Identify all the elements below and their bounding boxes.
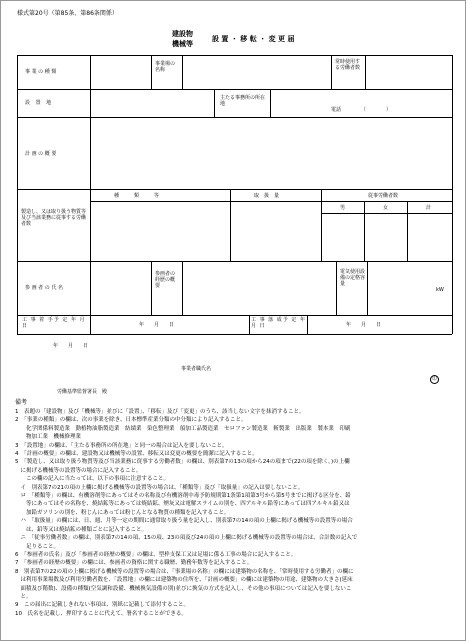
col-divider — [151, 261, 152, 315]
title-building: 建設物 — [172, 30, 193, 38]
participant-history-field[interactable] — [185, 264, 334, 312]
note-line: 1 表題の「建設物」及び「機械等」並びに「設置」、「移転」及び「変更」のうち、該当しない文字を抹消すること。 — [15, 409, 305, 415]
material-type-field[interactable] — [93, 204, 227, 258]
note-line: 等にあってはその名称を、焼結鉱等にあっては焼結鉱、煙灰又は電解スライムの別を、四アルキル鉛等にあっては四アルキル鉛又は — [15, 501, 350, 508]
workers-count-label: 常時使用する労働者数 — [335, 59, 361, 71]
col-divider — [90, 55, 91, 117]
row-divider — [17, 189, 452, 190]
construction-end-date[interactable]: 年 月 日 — [346, 322, 382, 328]
col-divider — [90, 117, 91, 189]
workplace-name-label: 事業場の名称 — [155, 61, 176, 73]
title-machinery: 機械等 — [172, 40, 193, 48]
electric-capacity-label: 電気使用設備の定格容量 — [340, 269, 366, 287]
col-divider — [307, 315, 308, 334]
note-line: 3 「設置地」の欄は、「主たる事務所の所在地」と同一の場合は記入を要しないこと。 — [15, 442, 228, 449]
plan-summary-field[interactable] — [93, 120, 449, 186]
col-divider — [90, 261, 91, 315]
participants-label: 参 画 者 の 氏 名 — [25, 285, 63, 291]
note-line: 化学関係料製造業 動植物油脂製造業 紡績業 染色整理業 船加工品製造業 セロファン製造業 斬製業 出版業 製本業 印刷 — [15, 425, 351, 432]
participants-field[interactable] — [93, 264, 149, 312]
col-divider — [365, 55, 366, 89]
submission-date[interactable]: 年 月 日 — [53, 343, 89, 349]
note-line: は利用事業場数及び利用労働者数を、「設置地」の欄には建築物の住所を、「計画の概要」の欄には建築物の用途、建築物の大きさ(延床 — [15, 577, 353, 584]
table-border-bottom — [17, 334, 452, 335]
table-border-top — [17, 55, 452, 56]
col-male-header: 男 — [340, 205, 346, 211]
construction-start-label: 工 事 着 手予 定 年 月 日 — [22, 317, 86, 329]
addressee: 労働基準監督署長 殿 — [57, 389, 108, 395]
phone-label: 電話 — [331, 107, 342, 113]
kw-unit: kW — [436, 287, 444, 293]
row-divider — [90, 201, 452, 202]
employer-name-label: 事業者職氏名 — [181, 366, 212, 372]
notes-list — [15, 408, 457, 618]
form-number: 様式第20号（第85条、第86条関係） — [17, 10, 118, 17]
row-divider — [17, 261, 452, 262]
col-divider — [407, 201, 408, 261]
note-line: 面積及び階数)、設備の種類(空気調和設備、機械換気設備の別)並びに換気の方式を記入し、その他の事項については記入を要しないこ — [15, 585, 352, 592]
col-female-header: 女 — [383, 205, 389, 211]
workers-count-field[interactable] — [368, 58, 450, 87]
col-workers-header: 従事労働者数 — [368, 193, 399, 199]
install-location-field[interactable] — [93, 92, 211, 114]
note-line: 4 「計画の概要」の欄は、建設物又は機械等の設置、移転又は変更の概要を簡潔に記入すること。 — [15, 451, 258, 458]
note-line: ハ 「取扱量」の欄には、日、週、月等一定の期間に通常取り扱う量を記入し、別表第7の14の項の上欄に掲げる機械等の設置等の場合 — [15, 518, 353, 525]
note-line: この欄の記入に当たっては、以下の事項に注意すること。 — [15, 476, 170, 483]
table-border-right — [452, 55, 453, 334]
electric-capacity-field[interactable] — [370, 264, 432, 312]
col-divider — [90, 189, 91, 261]
col-divider — [321, 189, 322, 261]
note-line: 9 この届出に記載しきれない事項は、別紙に記載して添付すること。 — [15, 602, 190, 609]
main-office-label: 主たる事務所の所在地 — [220, 95, 266, 107]
col-divider — [182, 261, 183, 315]
note-line: 10 氏名を記載し、押印することに代えて、署名することができる。 — [15, 610, 187, 617]
row-divider — [17, 315, 452, 316]
participant-history-label: 参画者の経歴の概要 — [155, 271, 176, 289]
seal-mark: 印 — [430, 375, 439, 384]
construction-end-label: 工 事 落 成予 定 年 月 日 — [251, 317, 306, 329]
business-type-field[interactable] — [93, 58, 149, 87]
install-location-label: 設 置 地 — [25, 100, 54, 106]
col-divider — [151, 55, 152, 89]
table-border-left — [17, 55, 18, 334]
note-line: ニ 「従事労働者数」の欄は、別表第7の14の項、15の項、23の項及び24の項の上欄に掲げる機械等の設置等の場合は、合計数の記入で — [15, 535, 358, 542]
note-line: 7 「参画者の経歴の概要」の欄には、参画者の資格に関する職歴、勤務年数等を記入すること。 — [15, 560, 253, 567]
phone-paren: （ ） — [361, 107, 392, 113]
plan-summary-label: 計 画 の 概 要 — [25, 151, 57, 157]
note-line: ロ 「種類等」の欄は、有機溶剤等にあってはその名称及び有機溶剤中毒予防規則第1条第1項第3号から第5号までに掲げる区分を、鉛 — [15, 493, 351, 500]
col-divider — [90, 315, 91, 334]
col-divider — [214, 89, 215, 117]
manufacturing-label: 製造し、又は取り扱う物質等及び当該業務に従事する労働者数 — [21, 209, 87, 227]
note-line: と。 — [15, 593, 32, 600]
form-title: 設 置 ・ 移 転 ・ 変 更 届 — [212, 35, 295, 43]
notes-heading: 備考 — [15, 399, 28, 406]
col-divider — [331, 55, 332, 89]
main-office-field[interactable] — [273, 92, 449, 104]
note-line: 8 別表第7の22の項の上欄に掲げる機械等の設置等の場合は、「事業場の名称」の欄には建築物の名称を、「常時使用する労働者」の欄に — [15, 568, 354, 575]
col-quantity-header: 取 扱 量 — [254, 193, 280, 199]
col-divider — [364, 201, 365, 261]
note-line: 加鉛ガソリンの別を、粉じんにあっては粉じんとなる物質の種類を記入すること。 — [15, 509, 230, 516]
col-divider — [230, 189, 231, 261]
business-type-label: 事 業 の 種 類 — [25, 69, 57, 75]
col-divider — [367, 261, 368, 315]
material-quantity-field[interactable] — [233, 204, 319, 258]
row-divider — [321, 213, 452, 214]
col-total-header: 計 — [426, 205, 432, 211]
row-divider — [17, 117, 452, 118]
note-line: 物加工業 機械修理業 — [15, 434, 82, 441]
note-line: 2 「事業の種類」の欄は、次の事業を除き、日本標準産業分類の中分類により記入すること。 — [15, 417, 247, 424]
col-divider — [270, 89, 271, 117]
col-divider — [336, 261, 337, 315]
note-line: 5 「製造し、又は取り扱う物質等及び当該業務に従事する労働者数」の欄は、別表第7の13の項から24の項まで(22の項を除く。)の上欄 — [15, 459, 350, 466]
construction-start-date[interactable]: 年 月 日 — [139, 322, 175, 328]
note-line: イ 別表第7の21の項の上欄に掲げる機械等の設置等の場合は、「種類等」及び「取扱量」の記入は要しないこと。 — [15, 484, 304, 491]
workplace-name-field[interactable] — [185, 58, 329, 87]
note-line: 足りること。 — [15, 543, 60, 550]
note-line: 6 「参画者の氏名」及び「参画者の経歴の概要」の欄は、型枠支保工又は足場に係る工事の場合に記入すること。 — [15, 551, 297, 558]
note-line: は、鉛等又は焼結鉱の種類ごとに記入すること。 — [15, 526, 148, 533]
row-divider — [17, 89, 452, 90]
col-divider — [182, 55, 183, 89]
col-divider — [249, 315, 250, 334]
col-type-header: 種 類 等 — [114, 193, 160, 199]
note-line: に掲げる機械等の設置等の場合に記入すること。 — [15, 467, 142, 474]
